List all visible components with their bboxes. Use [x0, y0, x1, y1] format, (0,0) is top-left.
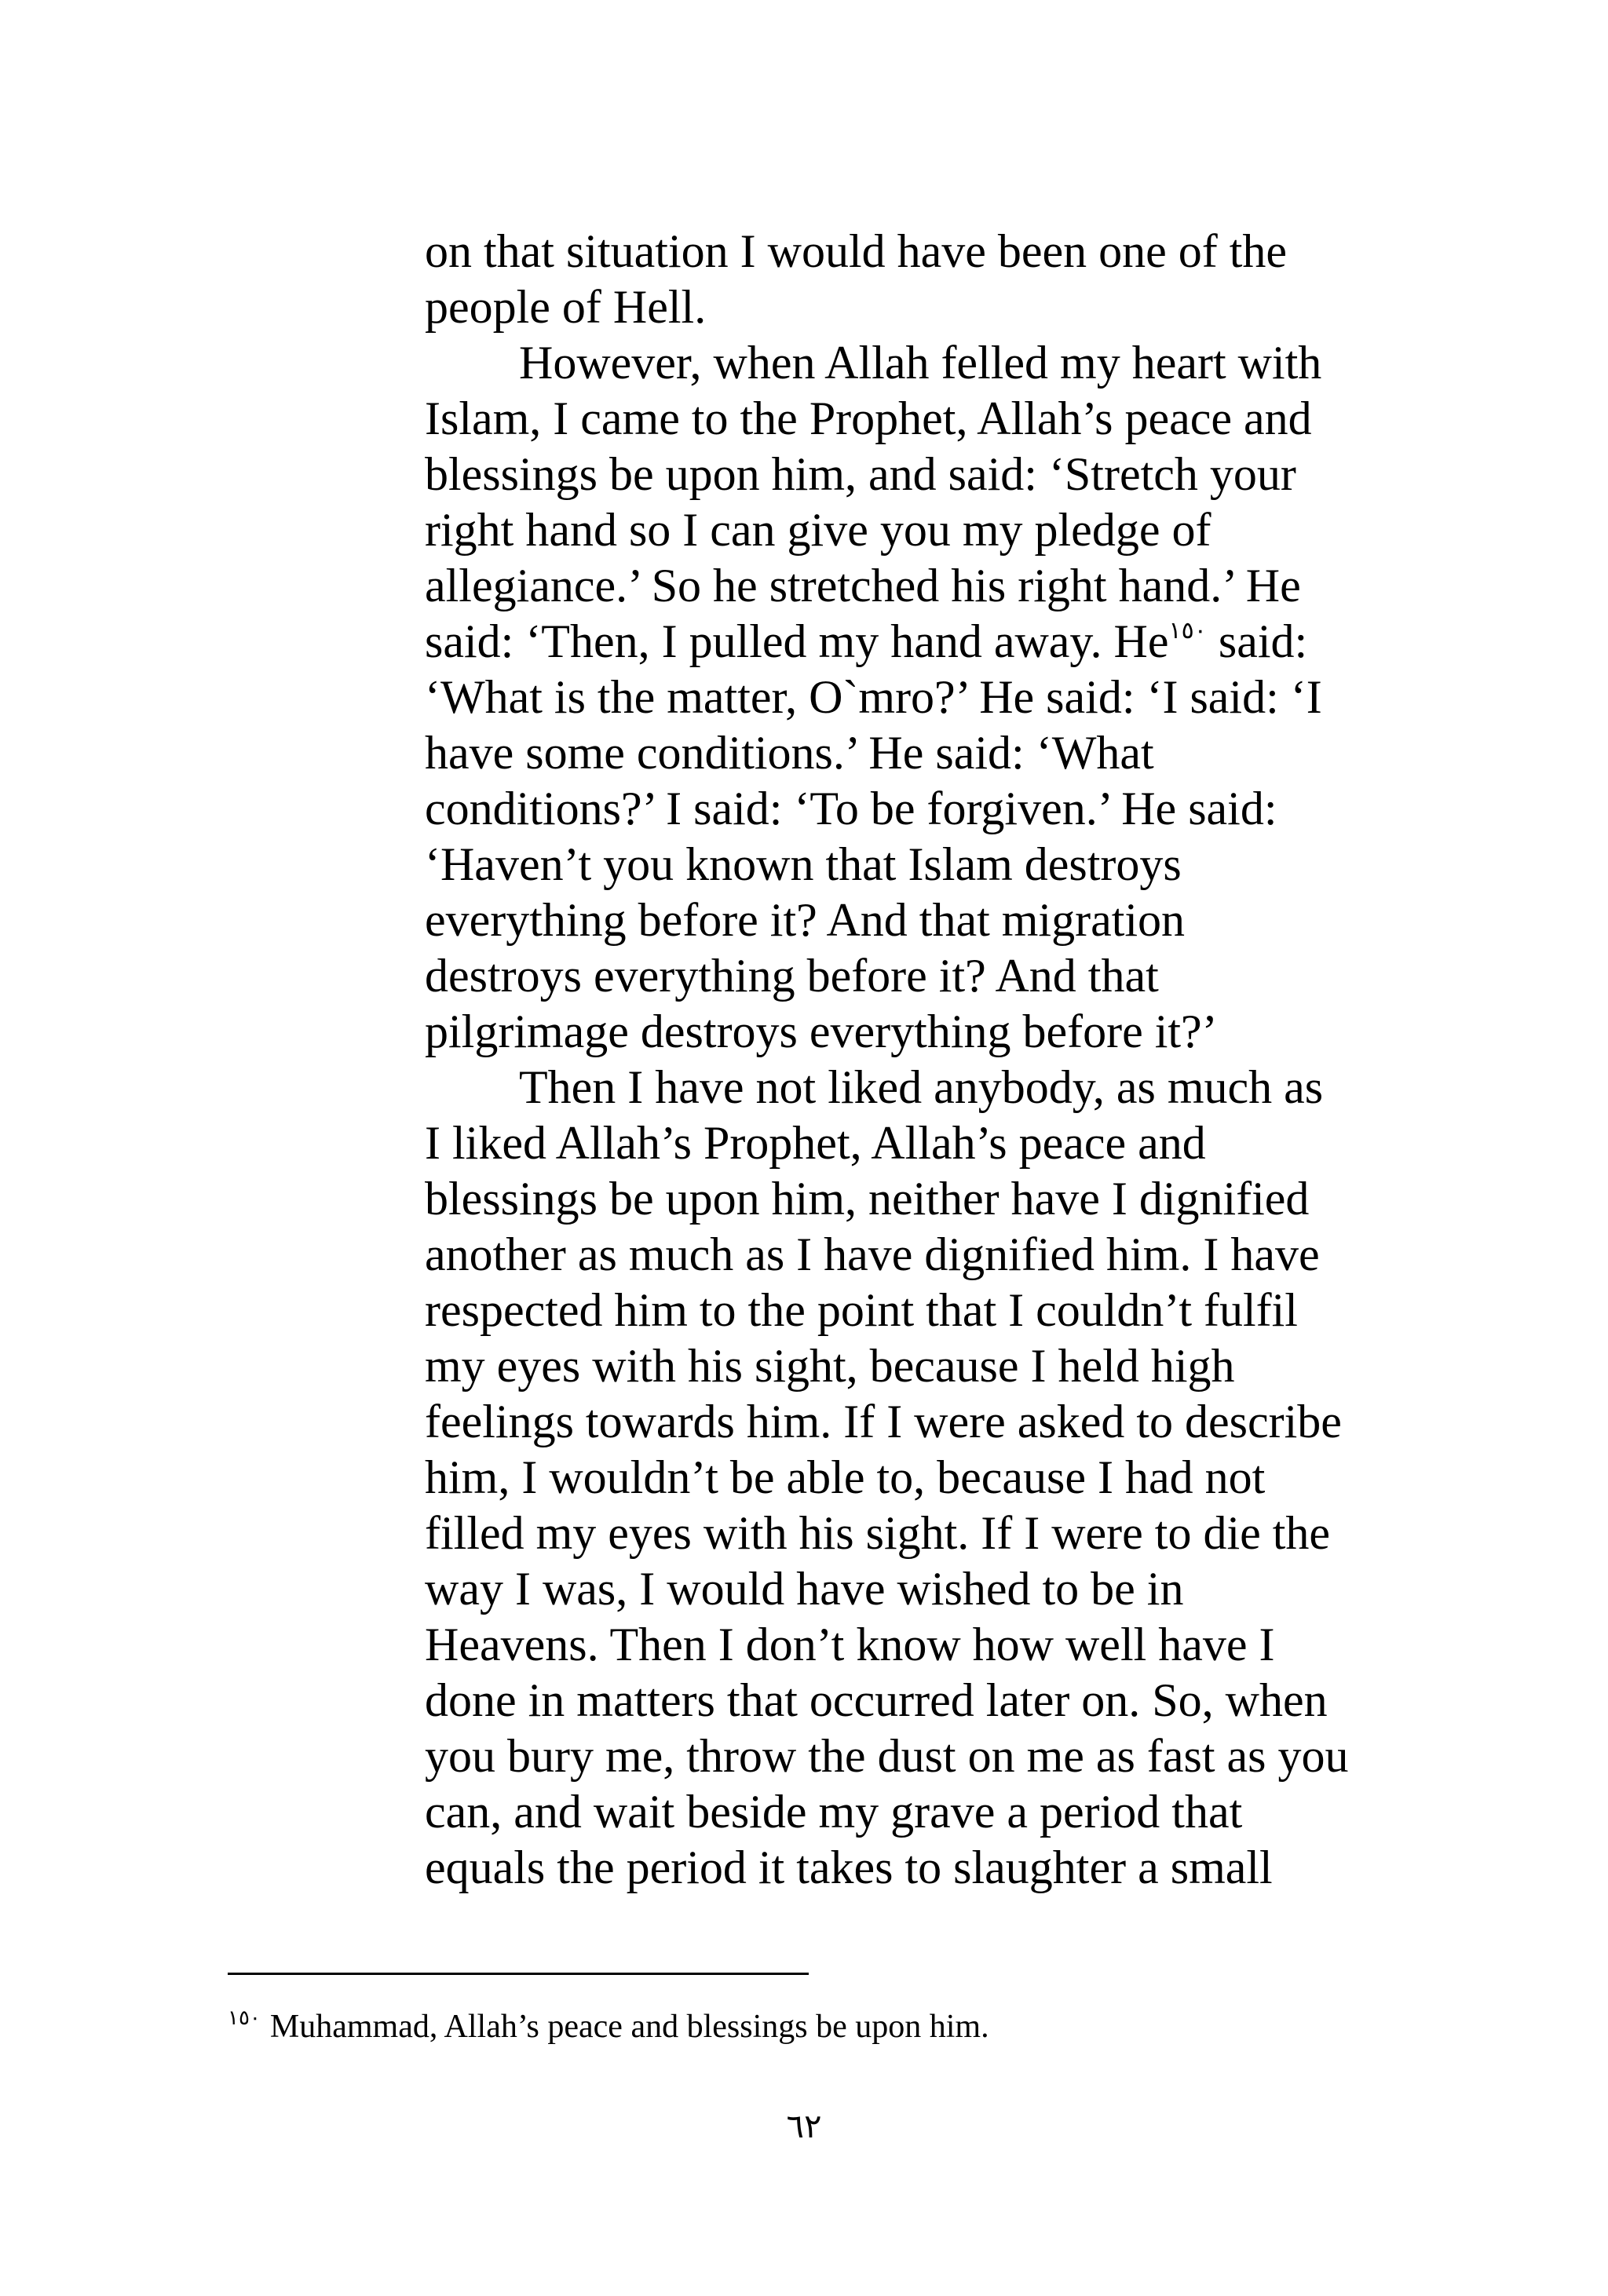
text-line: can, and wait beside my grave a period that [425, 1786, 1243, 1838]
text-line: my eyes with his sight, because I held high [425, 1340, 1235, 1392]
text-line: feelings towards him. If I were asked to describe [425, 1396, 1342, 1447]
text-line: another as much as I have dignified him. I have [425, 1228, 1320, 1280]
text-line: I liked Allah’s Prophet, Allah’s peace and [425, 1117, 1206, 1169]
text-line: allegiance.’ So he stretched his right hand.’ He [425, 560, 1301, 611]
text-line: ‘Haven’t you known that Islam destroys [425, 838, 1182, 890]
text-line: conditions?’ I said: ‘To be forgiven.’ He said: [425, 783, 1277, 834]
text-line: everything before it? And that migration [425, 894, 1186, 946]
footnote [228, 2006, 989, 2051]
text-line: have some conditions.’ He said: ‘What [425, 727, 1154, 779]
text-line: people of Hell. [425, 281, 707, 333]
text-line: ‘What is the matter, O`mro?’ He said: ‘I said: ‘I [425, 671, 1322, 723]
text-line: respected him to the point that I couldn’t fulfil [425, 1284, 1298, 1336]
footnote-text: Muhammad, Allah’s peace and blessings be upon him. [269, 2009, 989, 2045]
text-line: you bury me, throw the dust on me as fast as you [425, 1730, 1349, 1782]
footnote-marker: ١٥٠ [228, 2006, 261, 2029]
text-segment: said: [1206, 615, 1308, 667]
text-line: way I was, I would have wished to be in [425, 1563, 1184, 1615]
text-line [425, 614, 1461, 670]
text-segment: said: ‘Then, I pulled my hand away. He [425, 615, 1169, 667]
body-text [425, 224, 1461, 1896]
text-line: Islam, I came to the Prophet, Allah’s peace and [425, 392, 1312, 444]
text-line: done in matters that occurred later on. So, when [425, 1674, 1328, 1726]
text-line: on that situation I would have been one of the [425, 225, 1288, 277]
text-line: blessings be upon him, and said: ‘Stretch your [425, 448, 1296, 500]
footnote-divider [228, 1973, 809, 1975]
text-line: pilgrimage destroys everything before it?’ [425, 1006, 1218, 1057]
text-line: destroys everything before it? And that [425, 950, 1159, 1002]
text-line: Then I have not liked anybody, as much as [519, 1061, 1324, 1113]
page-number: ٦٢ [786, 2109, 822, 2145]
text-line: blessings be upon him, neither have I dignified [425, 1173, 1310, 1225]
text-line: right hand so I can give you my pledge of [425, 504, 1211, 556]
text-line: However, when Allah felled my heart with [519, 337, 1322, 389]
text-line: equals the period it takes to slaughter a small [425, 1842, 1273, 1893]
footnote-reference: ١٥٠ [1168, 618, 1207, 644]
text-line: him, I wouldn’t be able to, because I had not [425, 1451, 1266, 1503]
text-line: Heavens. Then I don’t know how well have I [425, 1619, 1275, 1670]
text-line: filled my eyes with his sight. If I were to die the [425, 1507, 1331, 1559]
